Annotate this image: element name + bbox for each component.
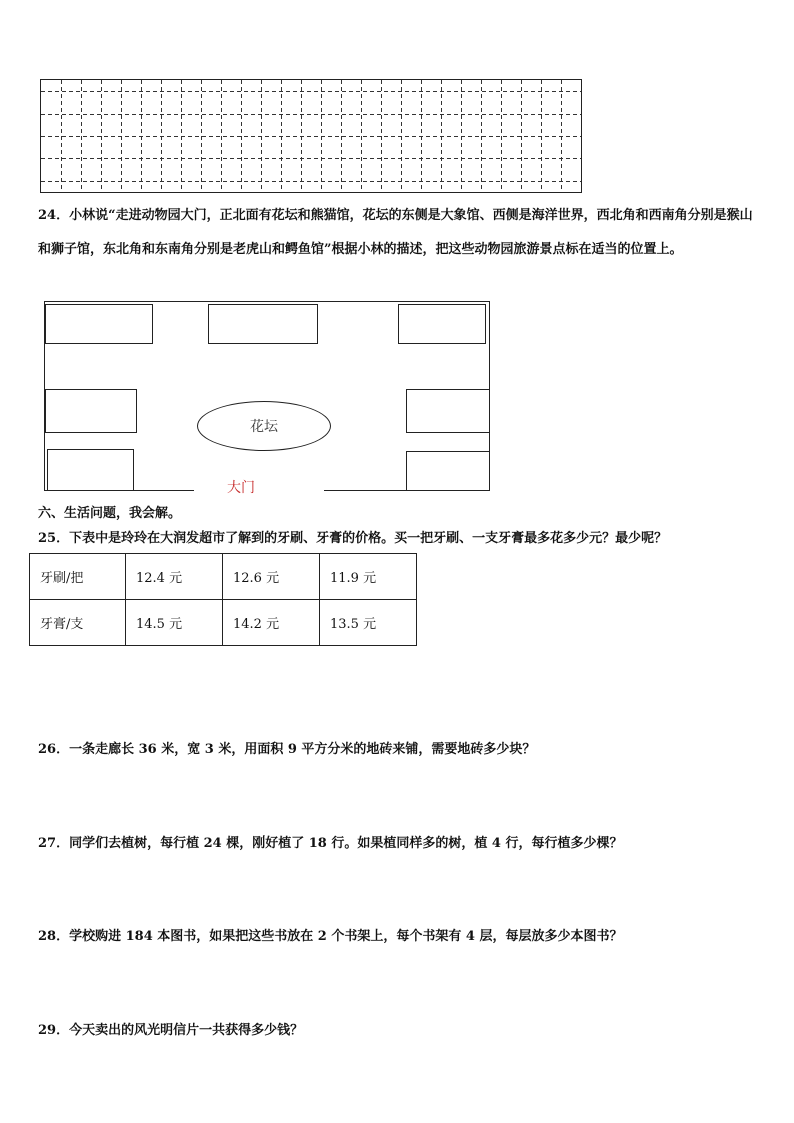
gate-label: 大门 [227,480,255,496]
section-six-title: 六、生活问题，我会解。 [38,506,182,521]
table-cell: 12.6 元 [223,554,320,600]
question-29: 29．今天卖出的风光明信片一共获得多少钱？ [38,1023,304,1038]
table-row [30,600,417,646]
table-cell: 11.9 元 [320,554,417,600]
table-row [30,554,417,600]
price-table [29,553,417,646]
flowerbed [197,401,331,451]
table-cell: 牙刷/把 [30,554,126,600]
question-25: 25．下表中是玲玲在大润发超市了解到的牙刷、牙膏的价格。买一把牙刷、一支牙膏最多花多少元？最少呢？ [38,531,668,546]
writing-grid [40,79,582,193]
flowerbed-label: 花坛 [250,419,278,435]
table-cell: 13.5 元 [320,600,417,646]
zoo-box-north[interactable] [208,304,318,344]
zoo-box-west[interactable] [45,389,137,433]
question-28: 28．学校购进 184 本图书，如果把这些书放在 2 个书架上，每个书架有 4 层，每层放多少本图书？ [38,929,623,944]
table-cell: 14.5 元 [126,600,223,646]
zoo-box-east[interactable] [406,389,490,433]
zoo-box-southwest[interactable] [47,449,134,491]
question-24: 24．小林说“走进动物园大门，正北面有花坛和熊猫馆，花坛的东侧是大象馆、西侧是海洋世界，西北角和西南角分别是猴山和狮子馆，东北角和东南角分别是老虎山和鳄鱼馆”根据小林的描述，把这些动物园旅游景点标在适当的位置上。 [38,208,753,257]
table-cell: 12.4 元 [126,554,223,600]
writing-grid-lines [41,80,581,192]
question-26: 26．一条走廊长 36 米，宽 3 米，用面积 9 平方分米的地砖来铺，需要地砖多少块？ [38,742,536,757]
zoo-box-northwest[interactable] [45,304,153,344]
question-27: 27．同学们去植树，每行植 24 棵，刚好植了 18 行。如果植同样多的树，植 4 行，每行植多少棵？ [38,836,623,851]
zoo-box-northeast[interactable] [398,304,486,344]
zoo-box-southeast[interactable] [406,451,490,491]
table-cell: 14.2 元 [223,600,320,646]
zoo-map [44,301,492,496]
table-cell: 牙膏/支 [30,600,126,646]
